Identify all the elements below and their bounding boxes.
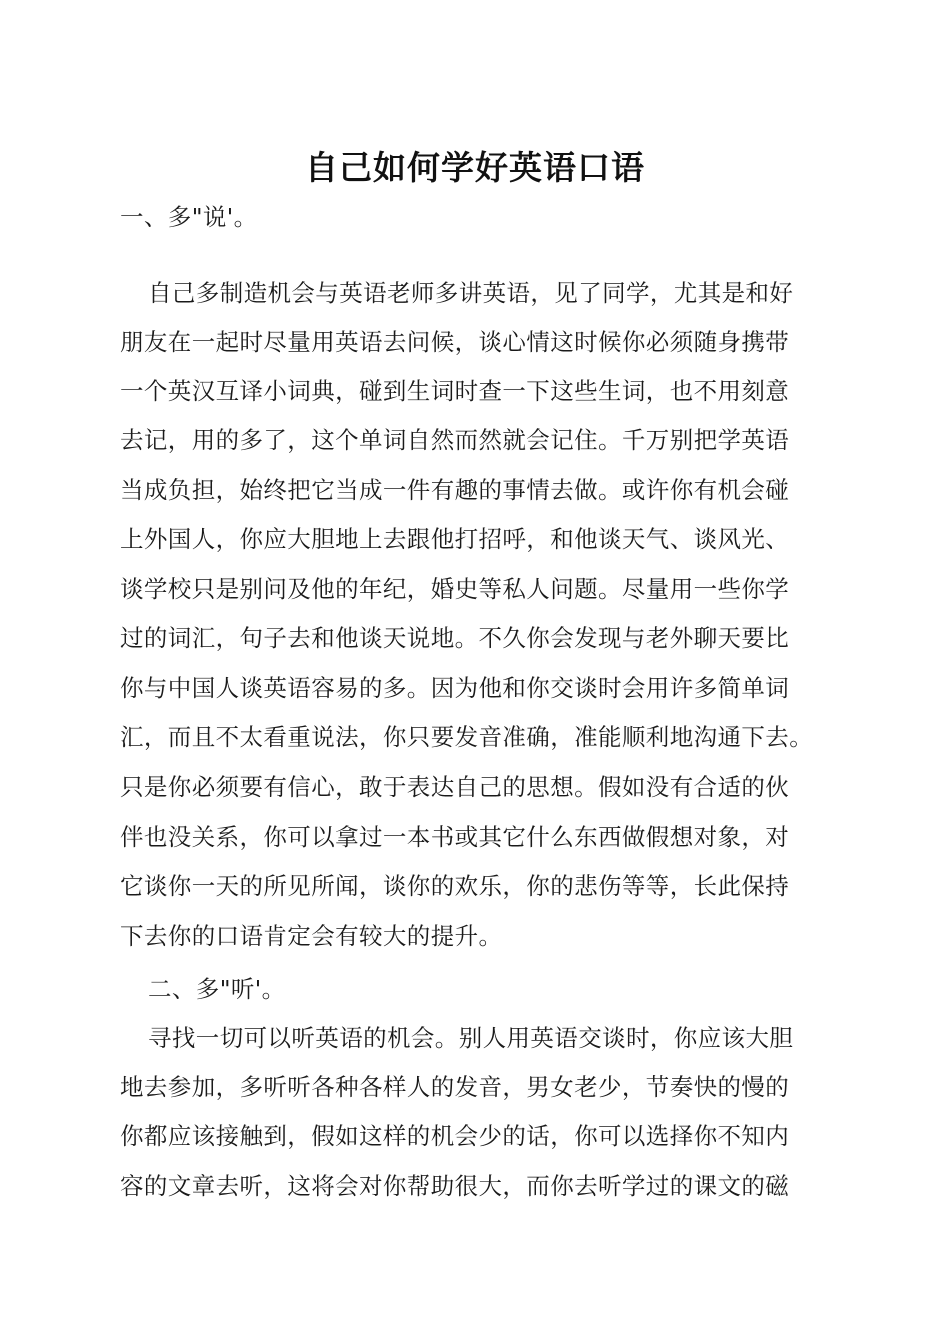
paragraph-line: 过的词汇，句子去和他谈天说地。不久你会发现与老外聊天要比 [120, 624, 790, 652]
paragraph-line: 汇，而且不太看重说法，你只要发音准确，准能顺利地沟通下去。 [120, 723, 814, 751]
paragraph-line: 它谈你一天的所见所闻，谈你的欢乐，你的悲伤等等，长此保持 [120, 872, 790, 900]
paragraph-line: 地去参加，多听听各种各样人的发音，男女老少，节奏快的慢的 [120, 1073, 790, 1101]
paragraph-line: 朋友在一起时尽量用英语去问候，谈心情这时候你必须随身携带 [120, 328, 790, 356]
section-heading-listen: 二、多"听'。 [148, 975, 286, 1003]
paragraph-line: 寻找一切可以听英语的机会。别人用英语交谈时，你应该大胆 [148, 1024, 794, 1052]
paragraph-line: 一个英汉互译小词典，碰到生词时查一下这些生词，也不用刻意 [120, 377, 790, 405]
paragraph-line: 你都应该接触到，假如这样的机会少的话，你可以选择你不知内 [120, 1122, 790, 1150]
document-title: 自己如何学好英语口语 [305, 148, 645, 187]
section-heading-speak: 一、多"说'。 [120, 203, 258, 231]
paragraph-line: 谈学校只是别问及他的年纪，婚史等私人问题。尽量用一些你学 [120, 575, 790, 603]
paragraph-line: 去记，用的多了，这个单词自然而然就会记住。千万别把学英语 [120, 426, 790, 454]
paragraph-line: 只是你必须要有信心，敢于表达自己的思想。假如没有合适的伙 [120, 773, 790, 801]
paragraph-line: 你与中国人谈英语容易的多。因为他和你交谈时会用许多简单词 [120, 674, 790, 702]
paragraph-line: 自己多制造机会与英语老师多讲英语，见了同学，尤其是和好 [148, 279, 794, 307]
paragraph-line: 下去你的口语肯定会有较大的提升。 [120, 922, 503, 950]
paragraph-line: 伴也没关系，你可以拿过一本书或其它什么东西做假想对象，对 [120, 823, 790, 851]
paragraph-line: 当成负担，始终把它当成一件有趣的事情去做。或许你有机会碰 [120, 476, 790, 504]
paragraph-line: 容的文章去听，这将会对你帮助很大，而你去听学过的课文的磁 [120, 1172, 790, 1200]
paragraph-line: 上外国人，你应大胆地上去跟他打招呼，和他谈天气、谈风光、 [120, 525, 790, 553]
